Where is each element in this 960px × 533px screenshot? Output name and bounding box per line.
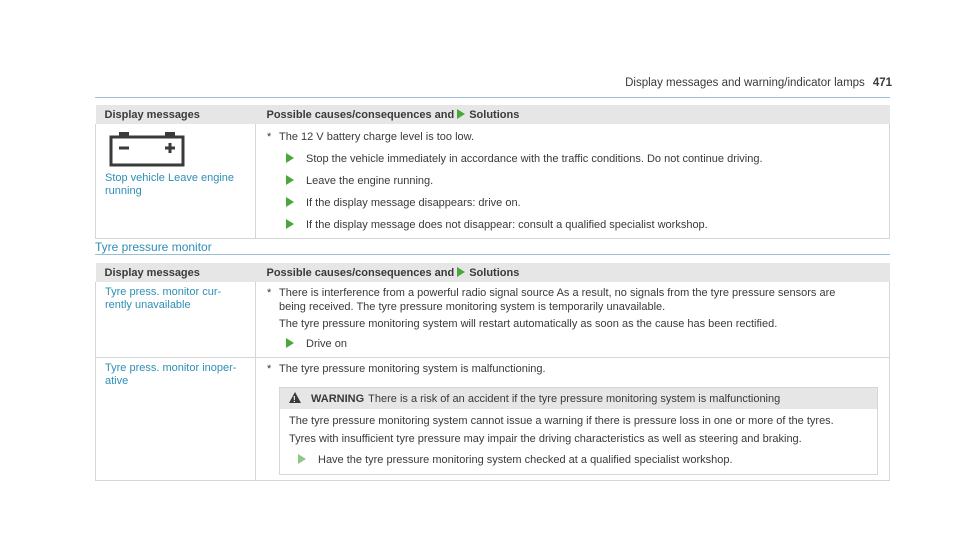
arrow-icon bbox=[286, 153, 294, 163]
running-head-title: Display messages and warning/indicator lamps bbox=[625, 77, 865, 89]
warning-triangle-icon bbox=[289, 392, 301, 403]
warning-header bbox=[280, 388, 877, 409]
solutions-arrow-icon bbox=[457, 109, 465, 119]
header-display-messages: Display messages bbox=[96, 263, 256, 282]
arrow-icon bbox=[286, 338, 294, 348]
section-rule bbox=[95, 254, 890, 255]
cause-line: being received. The tyre pressure monitoring system is temporarily unavailable. bbox=[279, 301, 666, 313]
battery-message-table bbox=[95, 105, 890, 239]
page-number: 471 bbox=[872, 77, 892, 89]
arrow-icon bbox=[286, 219, 294, 229]
table-header-row bbox=[96, 105, 890, 124]
tyre-unavailable-message-line: Tyre press. monitor cur- bbox=[105, 286, 222, 298]
arrow-icon bbox=[298, 454, 306, 464]
table-row bbox=[96, 358, 890, 481]
warning-label: WARNING bbox=[311, 393, 365, 405]
arrow-icon bbox=[286, 197, 294, 207]
battery-icon bbox=[105, 129, 189, 167]
header-rule bbox=[95, 97, 890, 98]
header-causes-solutions bbox=[256, 105, 890, 124]
restart-note: The tyre pressure monitoring system will restart automatically as soon as the cause has been rectified. bbox=[279, 318, 778, 330]
warning-text: Tyres with insufficient tyre pressure may impair the driving characteristics as well as steering and braking. bbox=[289, 433, 802, 445]
display-message-cell bbox=[96, 358, 256, 481]
tyre-inoperative-message-line: ative bbox=[105, 375, 129, 387]
warning-box bbox=[279, 387, 878, 475]
causes-cell: * There is interference from a powerful radio signal source As a result, no signals from the tyre pressure sensors are being received. The tyre pressure monitoring system is temporarily unavailable. The tyre pressure monitoring system will restart automatically as soon as the cause has been rectified. Drive on bbox=[256, 282, 890, 358]
header-solutions-label: Solutions bbox=[469, 108, 520, 121]
tyre-inoperative-message-line: Tyre press. monitor inoper- bbox=[105, 362, 237, 374]
causes-cell: * The 12 V battery charge level is too low. Stop the vehicle immediately in accordance with the traffic conditions. Do not continue driving. Leave the engine running. If the display message disappears: drive on. If the display message does not disappear: consult a qualified specialist workshop. bbox=[256, 124, 890, 239]
table-row bbox=[96, 124, 890, 239]
stop-vehicle-message: Stop vehicle Leave engine running bbox=[105, 172, 235, 197]
malfunction-cause: The tyre pressure monitoring system is malfunctioning. bbox=[279, 363, 546, 375]
solution-step: Stop the vehicle immediately in accordance with the traffic conditions. Do not continue driving. bbox=[286, 153, 880, 166]
warning-step: Have the tyre pressure monitoring system checked at a qualified specialist workshop. bbox=[289, 453, 869, 468]
header-causes-label: Possible causes/consequences and bbox=[266, 266, 455, 279]
solutions-arrow-icon bbox=[457, 267, 465, 277]
warning-body bbox=[280, 409, 877, 474]
solution-step: If the display message disappears: drive on. bbox=[286, 197, 880, 210]
header-display-messages: Display messages bbox=[96, 105, 256, 124]
tyre-unavailable-message-line: rently unavailable bbox=[105, 299, 191, 311]
display-message-cell bbox=[96, 124, 256, 239]
display-message-cell bbox=[96, 282, 256, 358]
header-solutions-label: Solutions bbox=[469, 266, 520, 279]
arrow-icon bbox=[286, 175, 294, 185]
table-header-row bbox=[96, 263, 890, 282]
table-row bbox=[96, 282, 890, 358]
running-head bbox=[625, 77, 892, 89]
cause-line: There is interference from a powerful radio signal source As a result, no signals from the tyre pressure sensors are bbox=[279, 287, 836, 299]
section-title: Tyre pressure monitor bbox=[95, 240, 212, 254]
solution-step: If the display message does not disappear: consult a qualified specialist workshop. bbox=[286, 219, 880, 232]
warning-text: The tyre pressure monitoring system cannot issue a warning if there is pressure loss in one or more of the tyres. bbox=[289, 415, 834, 427]
causes-cell: * The tyre pressure monitoring system is malfunctioning. !WARNING There is a risk of an accident if the tyre pressure monitoring system is malfunctioning The tyre pressure monitoring system cannot issue a warning if there is pressure loss in one or more of the tyres. Tyres with insufficient tyre pressure may impair the driving characteristics as well as steering and braking. Have the tyre pressure monitoring system checked at a qualified specialist workshop. bbox=[256, 358, 890, 481]
tyre-pressure-table bbox=[95, 263, 890, 481]
header-causes-label: Possible causes/consequences and bbox=[266, 108, 455, 121]
solution-step: Drive on bbox=[286, 338, 880, 351]
battery-cause: The 12 V battery charge level is too low. bbox=[279, 131, 475, 143]
solution-step: Leave the engine running. bbox=[286, 175, 880, 188]
warning-headline: There is a risk of an accident if the tyre pressure monitoring system is malfunctioning bbox=[368, 393, 781, 405]
header-causes-solutions bbox=[256, 263, 890, 282]
